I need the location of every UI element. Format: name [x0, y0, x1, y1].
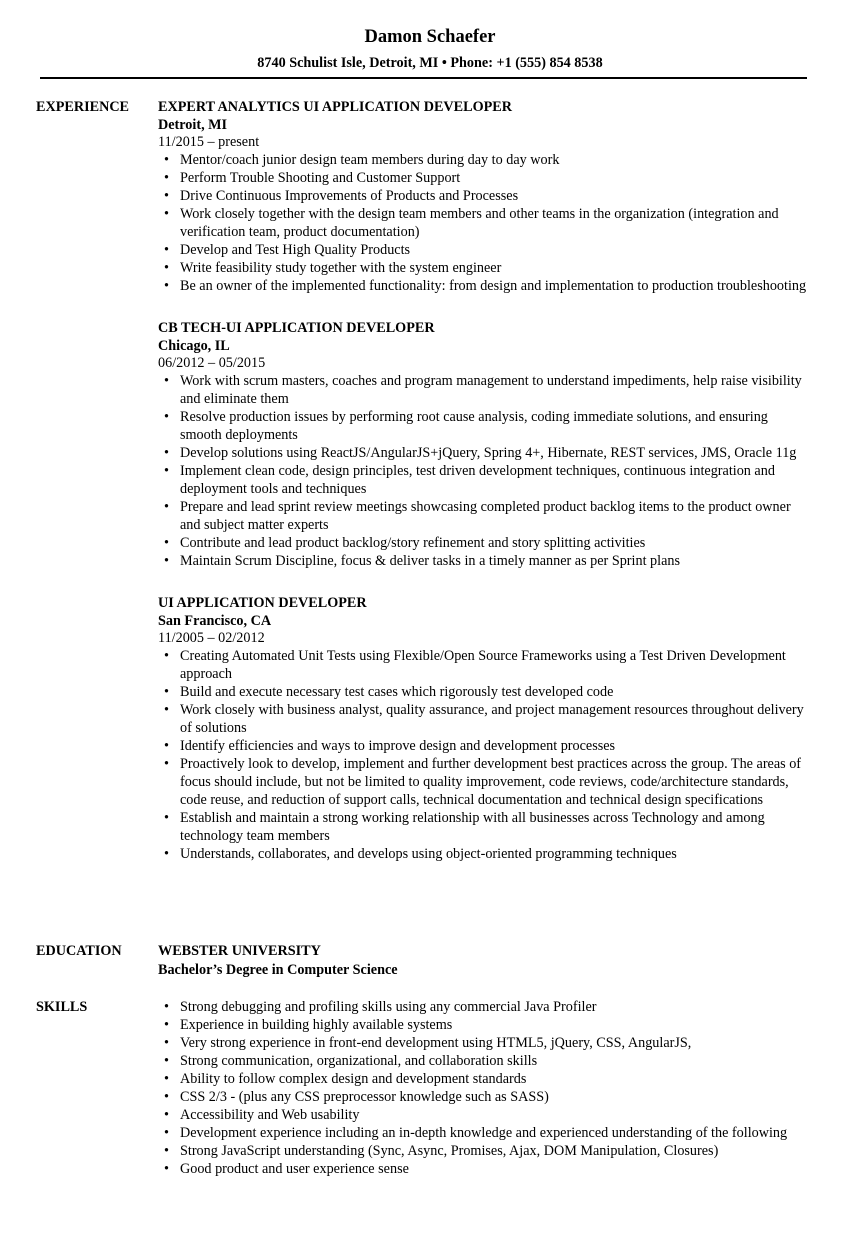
job-bullets: [158, 151, 813, 295]
job-entry: [158, 594, 813, 863]
list-item: • Contribute and lead product backlog/story refinement and story splitting activities: [158, 534, 813, 552]
job-bullets: [158, 372, 813, 570]
job-dates: 06/2012 – 05/2015: [158, 355, 266, 371]
candidate-name: Damon Schaefer: [364, 27, 496, 47]
list-item: • Proactively look to develop, implement and further development best practices across the group. The areas of focus should include, but not be limited to quality improvement, code reviews, code/architecture standards, code reuse, and reduction of support calls, technical documentation and technical design specifications: [158, 755, 813, 809]
job-title: EXPERT ANALYTICS UI APPLICATION DEVELOPER: [158, 99, 512, 115]
list-item: • Strong JavaScript understanding (Sync, Async, Promises, Ajax, DOM Manipulation, Closures): [158, 1142, 813, 1160]
list-item: • Creating Automated Unit Tests using Flexible/Open Source Frameworks using a Test Driven Development approach: [158, 647, 813, 683]
list-item: • Development experience including an in-depth knowledge and experienced understanding of the following: [158, 1124, 813, 1142]
list-item: • Strong debugging and profiling skills using any commercial Java Profiler: [158, 998, 813, 1016]
resume-header: [0, 0, 860, 72]
experience-body: [158, 98, 813, 887]
list-item: • Establish and maintain a strong working relationship with all businesses across Technology and among technology team members: [158, 809, 813, 845]
list-item: • Strong communication, organizational, and collaboration skills: [158, 1052, 813, 1070]
list-item: • Build and execute necessary test cases which rigorously test developed code: [158, 683, 813, 701]
contact-line: 8740 Schulist Isle, Detroit, MI • Phone: +1 (555) 854 8538: [257, 55, 603, 71]
job-location: Detroit, MI: [158, 117, 228, 133]
job-title: UI APPLICATION DEVELOPER: [158, 595, 367, 611]
job-location: San Francisco, CA: [158, 613, 272, 629]
list-item: • Work closely together with the design team members and other teams in the organization (integration and verification team, product documentation): [158, 205, 813, 241]
list-item: • Good product and user experience sense: [158, 1160, 813, 1178]
education-label: EDUCATION: [36, 943, 122, 959]
list-item: • Be an owner of the implemented functionality: from design and implementation to production troubleshooting: [158, 277, 813, 295]
list-item: • CSS 2/3 - (plus any CSS preprocessor knowledge such as SASS): [158, 1088, 813, 1106]
experience-label: EXPERIENCE: [36, 99, 130, 115]
list-item: • Develop solutions using ReactJS/AngularJS+jQuery, Spring 4+, Hibernate, REST services, JMS, Oracle 11g: [158, 444, 813, 462]
list-item: • Resolve production issues by performing root cause analysis, coding immediate solutions, and ensuring smooth deployments: [158, 408, 813, 444]
skills-body: [158, 998, 813, 1178]
list-item: • Understands, collaborates, and develops using object-oriented programming techniques: [158, 845, 813, 863]
list-item: • Identify efficiencies and ways to improve design and development processes: [158, 737, 813, 755]
list-item: • Work closely with business analyst, quality assurance, and project management resources throughout delivery of solutions: [158, 701, 813, 737]
list-item: • Very strong experience in front-end development using HTML5, jQuery, CSS, AngularJS,: [158, 1034, 813, 1052]
list-item: • Develop and Test High Quality Products: [158, 241, 813, 259]
job-title: CB TECH-UI APPLICATION DEVELOPER: [158, 320, 435, 336]
education-body: [158, 942, 813, 980]
list-item: • Maintain Scrum Discipline, focus & deliver tasks in a timely manner as per Sprint plans: [158, 552, 813, 570]
list-item: • Mentor/coach junior design team members during day to day work: [158, 151, 813, 169]
list-item: • Ability to follow complex design and development standards: [158, 1070, 813, 1088]
job-dates: 11/2015 – present: [158, 134, 260, 150]
degree: Bachelor’s Degree in Computer Science: [158, 962, 398, 978]
job-bullets: [158, 647, 813, 863]
list-item: • Work with scrum masters, coaches and program management to understand impediments, help raise visibility and eliminate them: [158, 372, 813, 408]
list-item: • Accessibility and Web usability: [158, 1106, 813, 1124]
job-dates: 11/2005 – 02/2012: [158, 630, 265, 646]
list-item: • Drive Continuous Improvements of Products and Processes: [158, 187, 813, 205]
list-item: • Write feasibility study together with the system engineer: [158, 259, 813, 277]
job-entry: [158, 98, 813, 295]
school-name: WEBSTER UNIVERSITY: [158, 943, 321, 959]
list-item: • Experience in building highly available systems: [158, 1016, 813, 1034]
skills-label: SKILLS: [36, 999, 88, 1015]
job-location: Chicago, IL: [158, 338, 230, 354]
list-item: • Implement clean code, design principles, test driven development techniques, continuous integration and deployment tools and techniques: [158, 462, 813, 498]
job-entry: [158, 319, 813, 570]
skills-list: [158, 998, 813, 1178]
list-item: • Prepare and lead sprint review meetings showcasing completed product backlog items to the product owner and subject matter experts: [158, 498, 813, 534]
list-item: • Perform Trouble Shooting and Customer Support: [158, 169, 813, 187]
header-divider: [40, 77, 807, 79]
